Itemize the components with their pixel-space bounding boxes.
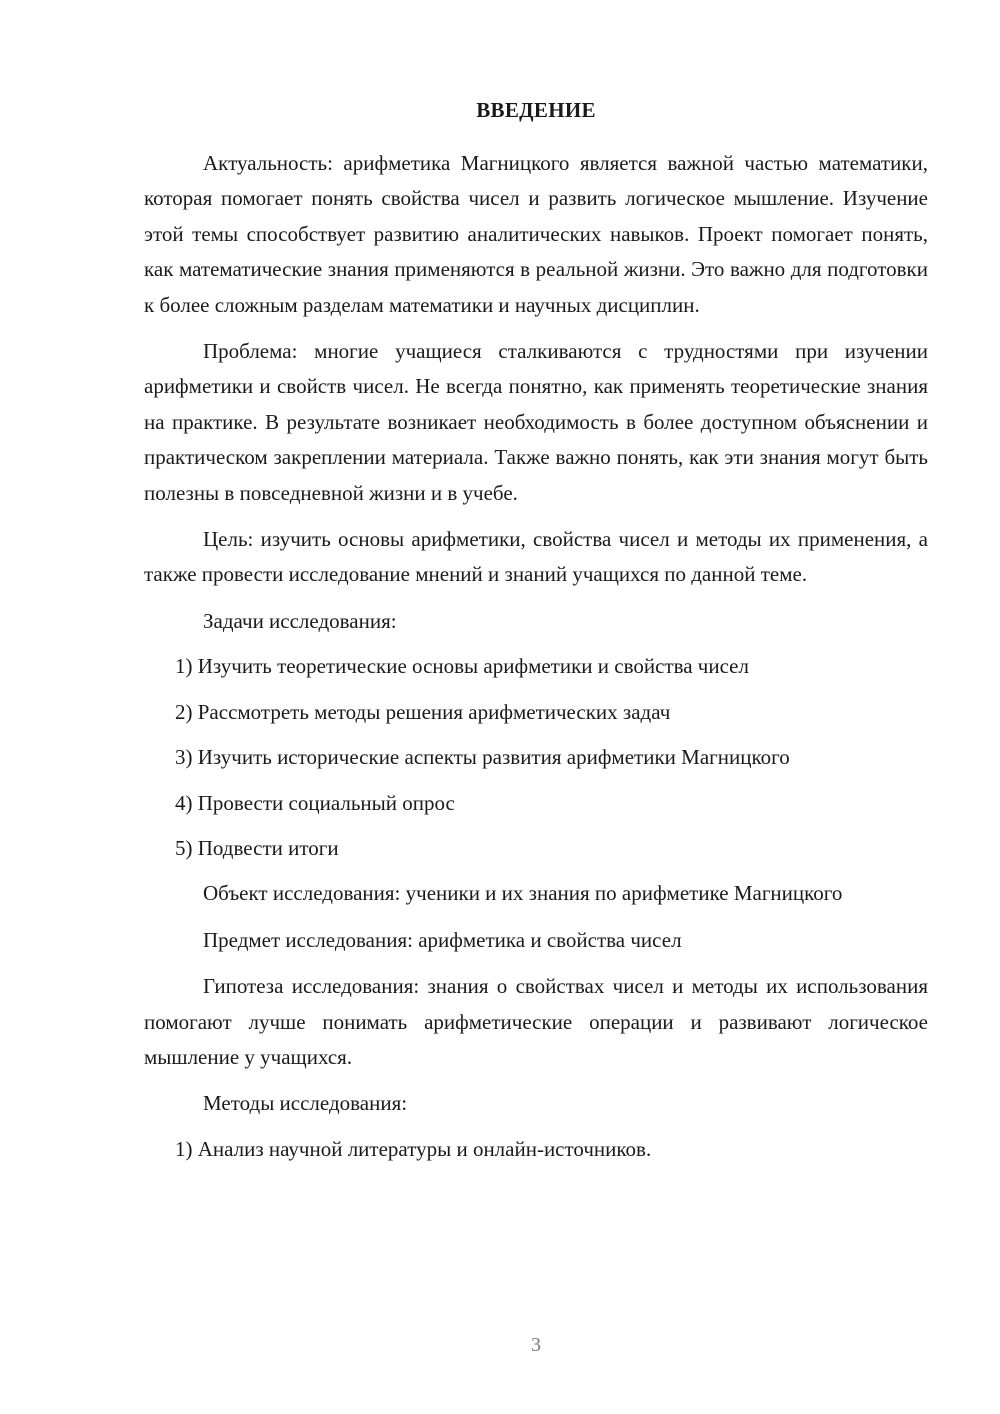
task-item: 2) Рассмотреть методы решения арифметических задач xyxy=(175,699,671,724)
relevance-paragraph: Актуальность: арифметика Магницкого является важной частью математики, которая помогает понять свойства чисел и развить логическое мышление. Изучение этой темы способствует развитию аналитических навыков. Проект помогает понять, как математические знания применяются в реальной жизни. Это важно для подготовки к более сложным разделам математики и научных дисциплин. xyxy=(144,151,928,317)
methods-list xyxy=(144,1132,928,1167)
task-item: 4) Провести социальный опрос xyxy=(175,790,455,815)
task-item: 3) Изучить исторические аспекты развития арифметики Магницкого xyxy=(175,745,790,770)
object-paragraph: Объект исследования: ученики и их знания по арифметике Магницкого xyxy=(203,881,843,906)
task-item: 1) Изучить теоретические основы арифметики и свойства чисел xyxy=(175,654,749,679)
methods-heading: Методы исследования: xyxy=(203,1091,408,1116)
document-page xyxy=(144,92,928,1177)
section-title: ВВЕДЕНИЕ xyxy=(476,98,596,122)
page-number: 3 xyxy=(531,1334,541,1356)
problem-paragraph: Проблема: многие учащиеся сталкиваются с трудностями при изучении арифметики и свойств чисел. Не всегда понятно, как применять теоретические знания на практике. В результате возникает необходимость в более доступном объяснении и практическом закреплении материала. Также важно понять, как эти знания могут быть полезны в повседневной жизни и в учебе. xyxy=(144,339,928,505)
method-item: 1) Анализ научной литературы и онлайн-источников. xyxy=(175,1136,652,1161)
tasks-list xyxy=(144,649,928,866)
goal-paragraph: Цель: изучить основы арифметики, свойства чисел и методы их применения, а также провести исследование мнений и знаний учащихся по данной теме. xyxy=(144,527,928,587)
hypothesis-paragraph: Гипотеза исследования: знания о свойствах чисел и методы их использования помогают лучше понимать арифметические операции и развивают логическое мышление у учащихся. xyxy=(144,974,928,1069)
subject-paragraph: Предмет исследования: арифметика и свойства чисел xyxy=(203,927,682,952)
tasks-heading: Задачи исследования: xyxy=(203,608,397,633)
task-item: 5) Подвести итоги xyxy=(175,835,339,860)
